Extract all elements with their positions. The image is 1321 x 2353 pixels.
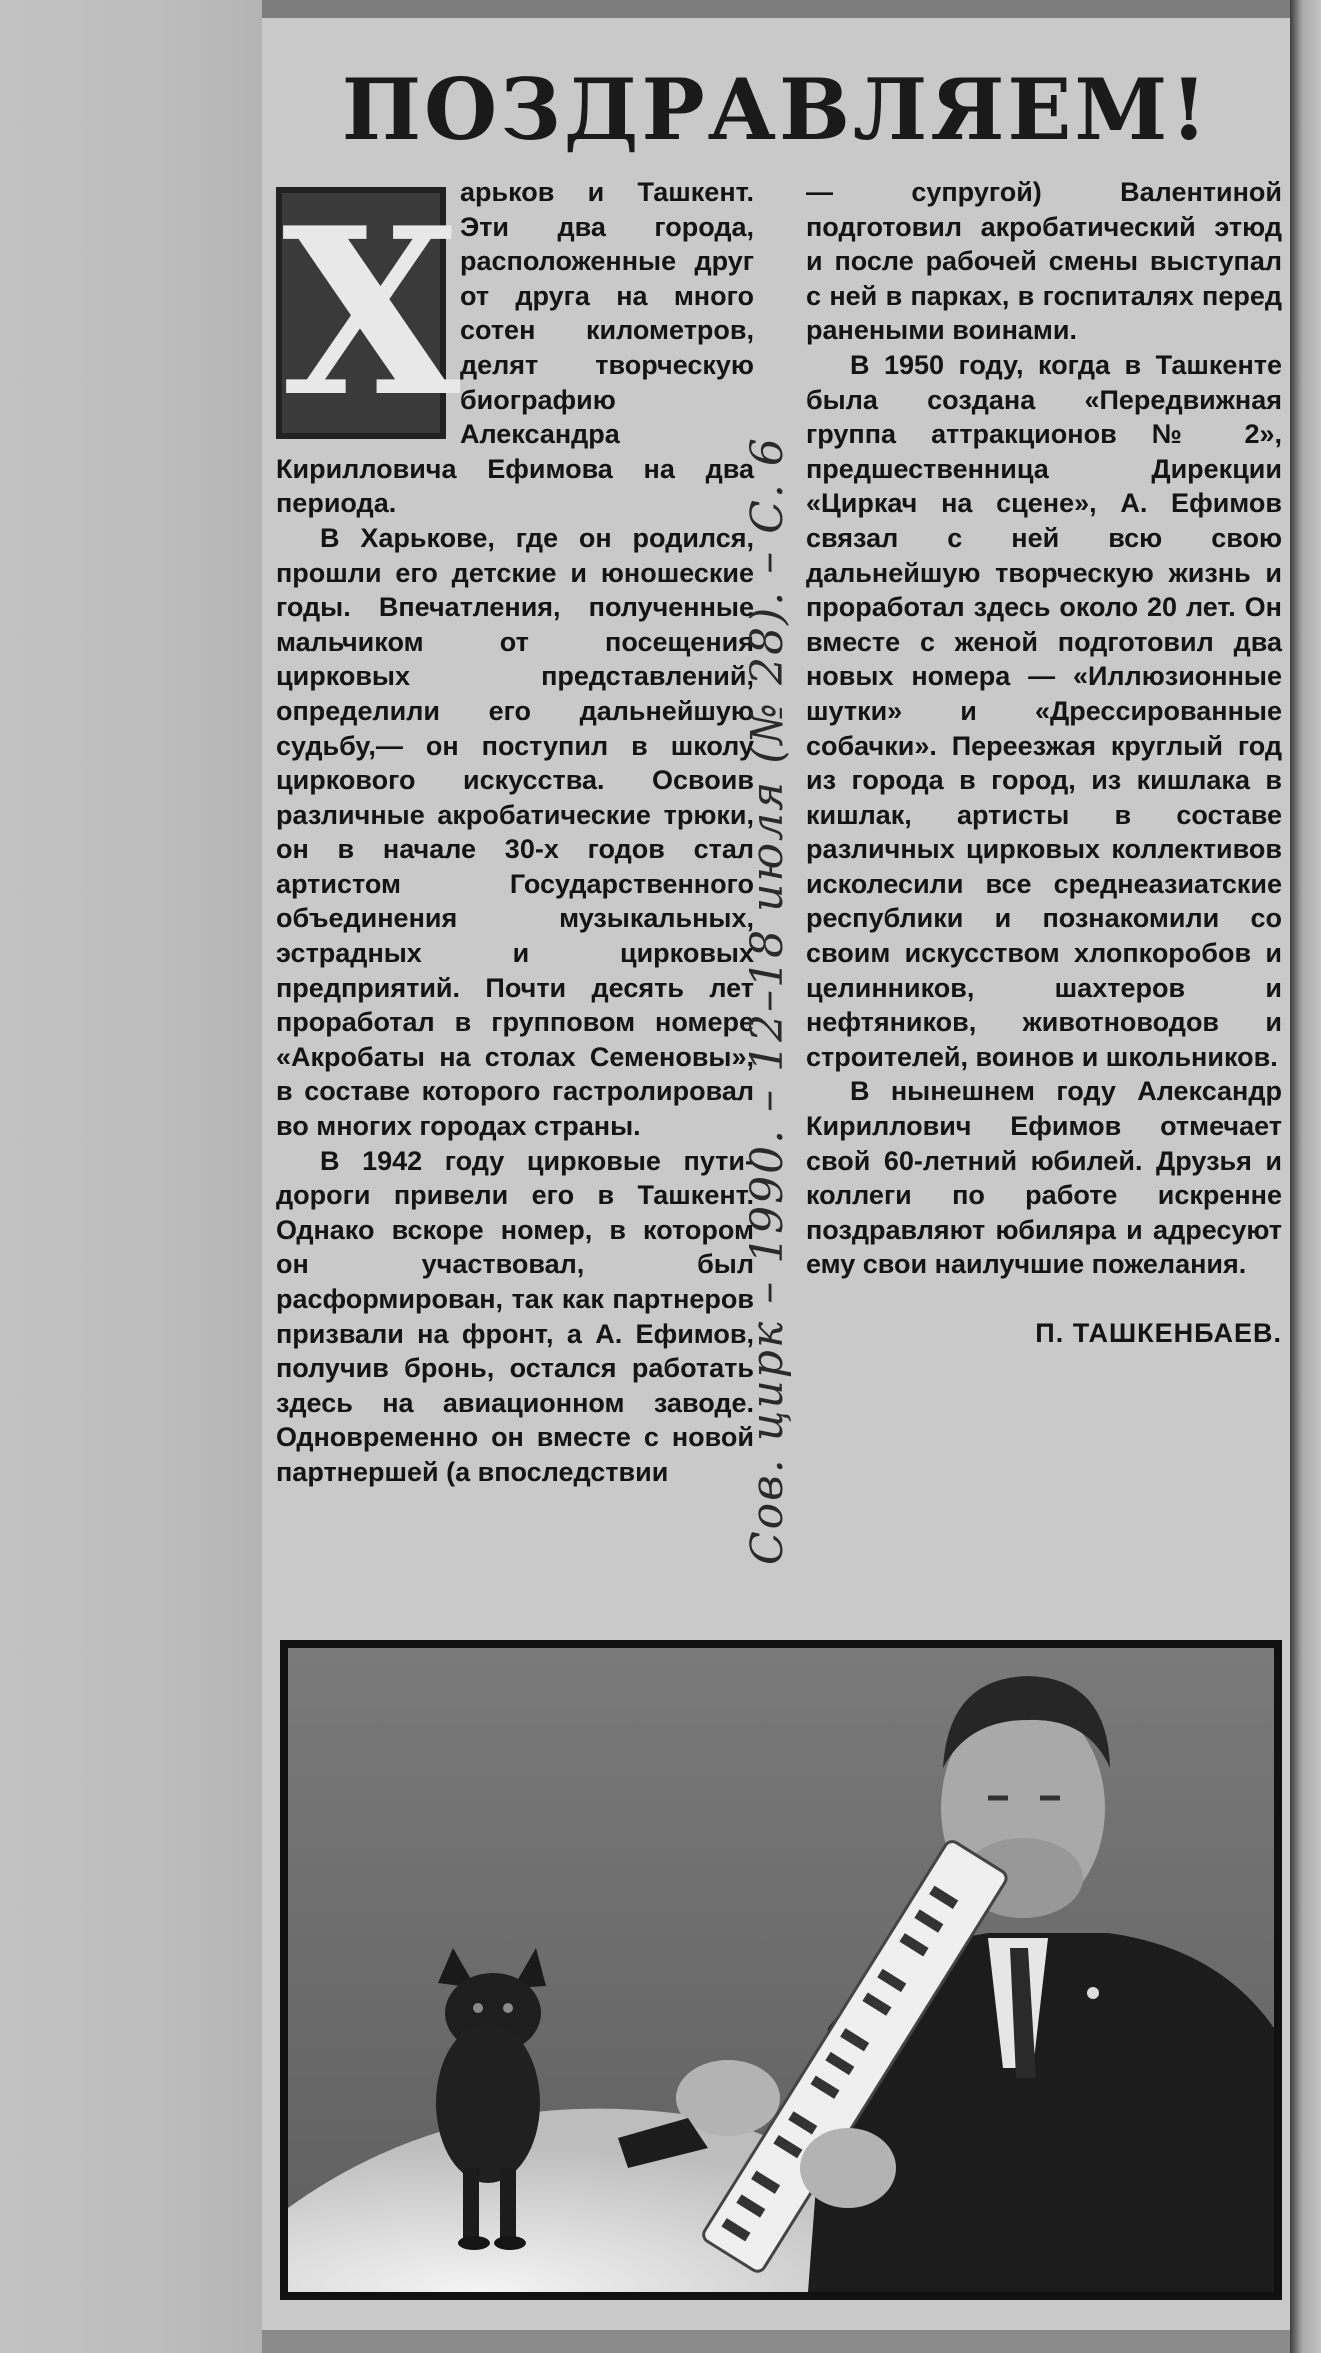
portrait-photo [288, 1648, 1274, 2292]
scan-right-edge [1290, 0, 1321, 2353]
photo-frame [280, 1640, 1282, 2300]
article-column-right [806, 175, 1282, 1351]
scan-bottom-edge [262, 2330, 1302, 2353]
handwritten-citation: Сов. цирк – 1990. – 12–18 июля (№ 28). – С. 6 [742, 436, 793, 1565]
article-paragraph-5: В 1950 году, когда в Ташкенте была создана «Передвижная группа аттракционов № 2», предшественница Дирекции «Циркач на сцене», А. Ефимов связал с ней всю свою дальнейшую творческую жизнь и проработал здесь около 20 лет. Он вместе с женой подготовил два новых номера — «Иллюзионные шутки» и «Дрессированные собачки». Переезжая круглый год из города в город, из кишлака в кишлак, артисты в составе различных цирковых коллективов исколесили все среднеазиатские республики и познакомили со своим искусством хлопкоробов и целинников, шахтеров и нефтяников, животноводов и строителей, воинов и школьников. [806, 349, 1282, 1072]
man-hand-right [800, 2128, 896, 2208]
article-paragraph-1: арьков и Ташкент. Эти два города, расположенные друг от друга на много сотен километров, делят творческую биографию Александра Кирилловича Ефимова на два периода. [276, 177, 754, 519]
article-paragraph-2: В Харькове, где он родился, прошли его детские и юношеские годы. Впечатления, полученные мальчиком от посещения цирковых представлений, определили его дальнейшую судьбу,— он поступил в школу циркового искусства. Освоив различные акробатические трюки, он в начале 30-х годов стал артистом Государственного объединения музыкальных, эстрадных и цирковых предприятий. Почти десять лет проработал в групповом номере «Акробаты на столах Семеновы», в составе которого гастролировал во многих городах страны. [276, 522, 754, 1142]
author-signature: П. ТАШКЕНБАЕВ. [1035, 1318, 1282, 1348]
photo-illustration [288, 1648, 1274, 2292]
scan-margin [0, 0, 262, 2353]
article-paragraph-3: В 1942 году цирковые пути-дороги привели его в Ташкент. Однако вскоре номер, в котором он участвовал, был расформирован, так как партнеров призвали на фронт, а А. Ефимов, получив бронь, остался работать здесь на авиационном заводе. Одновременно он вместе с новой партнершей (а впоследствии [276, 1145, 754, 1487]
drop-cap: Х [276, 187, 446, 439]
article-column-left [276, 175, 754, 1490]
article-paragraph-4: — супругой) Валентиной подготовил акробатический этюд и после рабочей смены выступал с ней в парках, в госпиталях перед ранеными воинами. [806, 177, 1282, 346]
article-paragraph-6: В нынешнем году Александр Кириллович Ефимов отмечает свой 60-летний юбилей. Друзья и коллеги по работе искренне поздравляют юбиляра и адресуют ему свои наилучшие пожелания. [806, 1076, 1282, 1280]
scan-top-edge [262, 0, 1302, 18]
headline: ПОЗДРАВЛЯЕМ! [341, 60, 1211, 159]
